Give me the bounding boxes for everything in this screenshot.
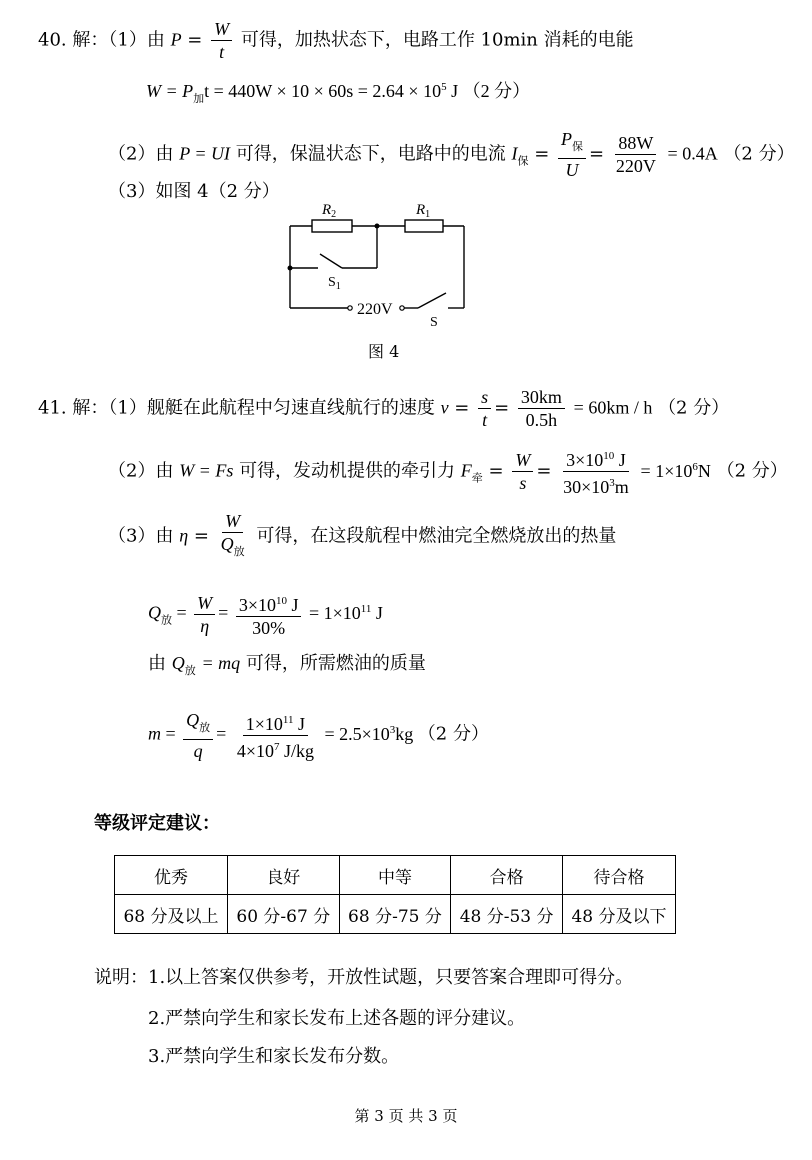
table-cell: 48 分-53 分 (451, 895, 563, 934)
table-header: 中等 (339, 856, 451, 895)
q41-m-eq: m = $\frac{Q_放}{q}$ = $\frac{1\times 10^{11} J}{4\times 10^7 J/kg}$ = $2.5\times 10^3kg$ （2 分） (148, 710, 489, 761)
label-s1: $S_1$ (328, 275, 341, 292)
table-row (115, 856, 676, 895)
table-cell: 48 分及以下 (562, 895, 675, 934)
score: （2 分） (723, 143, 795, 165)
q40-part1-intro: 解：（1）由 (72, 29, 165, 51)
grading-title: 等级评定建议： (94, 813, 220, 834)
table-header: 待合格 (562, 856, 675, 895)
q40-line1: 40. 解：（1）由 P = $\frac{W}{t}$ 可得，加热状态下，电路工作 10min 消耗的电能 (38, 19, 634, 62)
grading-table (114, 855, 676, 934)
notes-line1 (94, 966, 633, 990)
note-item: 2.严禁向学生和家长发布上述各题的评分建议。 (148, 1008, 526, 1029)
q41-mq-line: 由 $Q_放$ = mq 可得，所需燃油的质量 (148, 653, 426, 677)
score: （2 分） (417, 723, 489, 745)
q41-part3: （3）由 η = $\frac{W}{Q_放}$ 可得，在这段航程中燃油完全燃烧放出的热量 (108, 511, 617, 558)
switch-s1 (320, 254, 342, 268)
table-header: 良好 (227, 856, 339, 895)
circuit-diagram (280, 198, 480, 328)
figure-caption: 图 4 (368, 342, 400, 361)
formula-p: P (170, 29, 182, 50)
notes-label: 说明： (94, 967, 148, 988)
score: （2 分） (658, 397, 730, 419)
q41-part2: （2）由 W = Fs 可得，发动机提供的牵引力 $F_牵$ = $\frac{W}{s}$ = $\frac{3\times 10^{10} J}{30\times 10^3m}$ = $1\times 10^6N$ （2 分） (108, 445, 788, 498)
q40-part1-after: 可得，加热状态下，电路工作 10min 消耗的电能 (240, 29, 634, 51)
q40-part3: （3）如图 4（2 分） (108, 181, 280, 202)
resistor-r1 (405, 220, 443, 232)
note-item: 3.严禁向学生和家长发布分数。 (148, 1046, 400, 1067)
fraction-w-over-t: $\frac{W}{t}$ (211, 18, 232, 63)
table-cell: 68 分及以上 (115, 895, 228, 934)
table-header: 优秀 (115, 856, 228, 895)
table-header: 合格 (451, 856, 563, 895)
q41-q-eq: $Q_放$ = $\frac{W}{\eta}$ = $\frac{3\times 10^{10} J}{30\%}$ = $1\times 10^{11}$ J (148, 590, 383, 639)
table-cell: 68 分-75 分 (339, 895, 451, 934)
table-cell: 60 分-67 分 (227, 895, 339, 934)
resistor-r2 (312, 220, 352, 232)
note-item: 1.以上答案仅供参考，开放性试题，只要答案合理即可得分。 (148, 967, 634, 988)
table-row (115, 895, 676, 934)
switch-s (418, 293, 446, 308)
q41-line1: 41. 解：（1）舰艇在此航程中匀速直线航行的速度 v = $\frac{s}{t}$ = $\frac{30km}{0.5h}$ = 60km / h （2 分） (38, 387, 730, 430)
score: （2 分） (462, 81, 531, 101)
label-r2: $R_2$ (322, 202, 337, 220)
label-220v: 220V (357, 301, 393, 318)
q40-number: 40. (38, 29, 67, 51)
score: （2 分） (716, 460, 788, 482)
q40-part2: （2）由 P = UI 可得，保温状态下，电路中的电流 $I_保$ = $\frac{P_保}{U}$ = $\frac{88W}{220V}$ = 0.4A （2 分） (108, 129, 795, 180)
q41-number: 41. (38, 397, 67, 419)
label-s: S (430, 315, 438, 328)
q40-eq1: $W = P_加t = 440W \times 10 \times 60s = 2.64 \times 10^5$ J （2 分） (146, 81, 531, 105)
label-r1: $R_1$ (416, 202, 431, 220)
page-footer: 第 3 页 共 3 页 (354, 1107, 458, 1125)
